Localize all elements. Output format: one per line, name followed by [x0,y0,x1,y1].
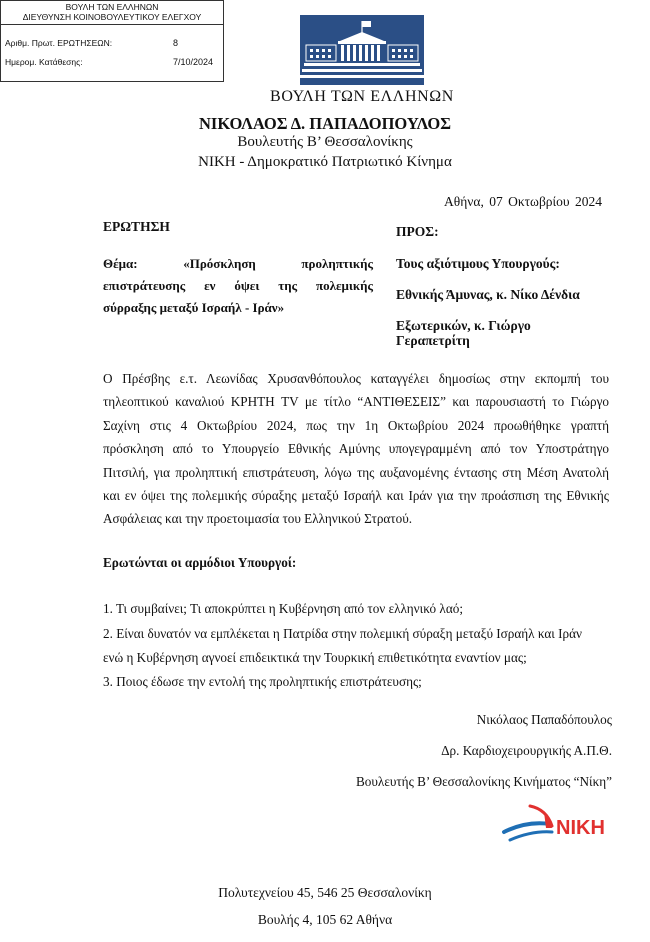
recipient-minister-foreign-line1: Εξωτερικών, κ. Γιώργο [396,318,531,333]
filing-date-label: Ημερομ. Κατάθεσης: [5,57,83,67]
body-line: Πιτσιλή, για προληπτική επιστράτευση, λόγω της αυξανομένης έντασης στη Μέση Ανατολή [103,464,609,480]
to-label: ΠΡΟΣ: [396,224,439,239]
protocol-label: Αριθμ. Πρωτ. ΕΡΩΤΗΣΕΩΝ: [5,38,113,48]
niki-logo-text: ΝΙΚΗ [556,817,605,839]
subject-line-2: επιστράτευσης εν όψει της πολεμικής [103,278,373,293]
org-line-1: ΒΟΥΛΗ ΤΩΝ ΕΛΛΗΝΩΝ [65,2,159,12]
parliament-building-icon [300,15,424,85]
subject [103,253,373,319]
subject-line-1: Θέμα: «Πρόσκληση προληπτικής [103,256,373,271]
signature-name: Νικόλαος Παπαδόπουλος [476,712,612,727]
recipient-minister-foreign-line2: Γεραπετρίτη [396,333,470,348]
body-line: Ο Πρέσβης ε.τ. Λεωνίδας Χρυσανθόπουλος καταγγέλει δημοσίως στην εκπομπή του [103,371,609,386]
footer-address-thessaloniki: Πολυτεχνείου 45, 546 25 Θεσσαλονίκη [218,885,432,900]
mp-party: ΝΙΚΗ - Δημοκρατικό Πατριωτικό Κίνημα [198,154,452,170]
recipients-intro: Τους αξιότιμους Υπουργούς: [396,256,560,271]
parliament-name: ΒΟΥΛΗ ΤΩΝ ΕΛΛΗΝΩΝ [270,88,454,105]
body-line: Σαχίνη στις 4 Οκτωβρίου 2024, πως την 1η Οκτωβρίου 2024 προωθήθηκε γραπτή [103,417,609,433]
question-3: 3. Ποιος έδωσε την εντολή της προληπτικής επιστράτευσης; [103,674,422,689]
question-2-line-1: 2. Είναι δυνατόν να εμπλέκεται η Πατρίδα στην πολεμική σύραξη μεταξύ Ισραήλ και Ιράν [103,626,582,641]
filing-date-value: 7/10/2024 [173,57,214,67]
question-1: 1. Τι συμβαίνει; Τι αποκρύπτει η Κυβέρνηση από τον ελληνικό λαό; [103,601,463,616]
body-line: πρόσκληση από το Υπουργείο Εθνικής Αμύνης υπογεγραμμένη από τον Υποστράτηγο [103,441,609,457]
doc-type: ΕΡΩΤΗΣΗ [103,219,170,234]
body-line: και εν όψει της πολεμικής σύραξης μεταξύ Ισραήλ και Ιράν για την προάσπιση της Εθνικής [103,488,609,504]
mp-role: Βουλευτής Β’ Θεσσαλονίκης [237,134,413,150]
subject-line-3: σύρραξης μεταξύ Ισραήλ - Ιράν» [103,300,285,315]
org-line-2: ΔΙΕΥΘΥΝΣΗ ΚΟΙΝΟΒΟΥΛΕΥΤΙΚΟΥ ΕΛΕΓΧΟΥ [22,12,202,22]
body-line: τηλεοπτικού καναλιού ΚΡΗΤΗ TV με τίτλο “ΑΝΤΙΘΕΣΕΙΣ” και παρουσιαστή το Γιώργο [103,394,609,410]
body-line: Ασφάλειας και την προετοιμασία του Ελληνικού Στρατού. [103,511,413,527]
question-2-line-2: ενώ η Κυβέρνηση αγνοεί επιδεικτικά την Τουρκική επιθετικότητα εναντίον μας; [103,650,527,665]
signature-position: Βουλευτής Β’ Θεσσαλονίκης Κινήματος “Νίκη” [356,774,612,789]
protocol-value: 8 [173,38,179,48]
filing-info-box [0,0,224,82]
filing-info-org [1,1,223,25]
mp-name: ΝΙΚΟΛΑΟΣ Δ. ΠΑΠΑΔΟΠΟΥΛΟΣ [198,114,452,133]
questions-heading: Ερωτώνται οι αρμόδιοι Υπουργοί: [103,555,297,570]
recipient-minister-defence: Εθνικής Άμυνας, κ. Νίκο Δένδια [396,287,580,302]
date-place: Αθήνα, 07 Οκτωβρίου 2024 [444,194,602,209]
niki-party-logo-icon [500,798,620,848]
signature-title: Δρ. Καρδιοχειρουργικής Α.Π.Θ. [441,743,612,758]
footer-address-athens: Βουλής 4, 105 62 Αθήνα [257,912,393,927]
body-paragraph [103,367,609,531]
